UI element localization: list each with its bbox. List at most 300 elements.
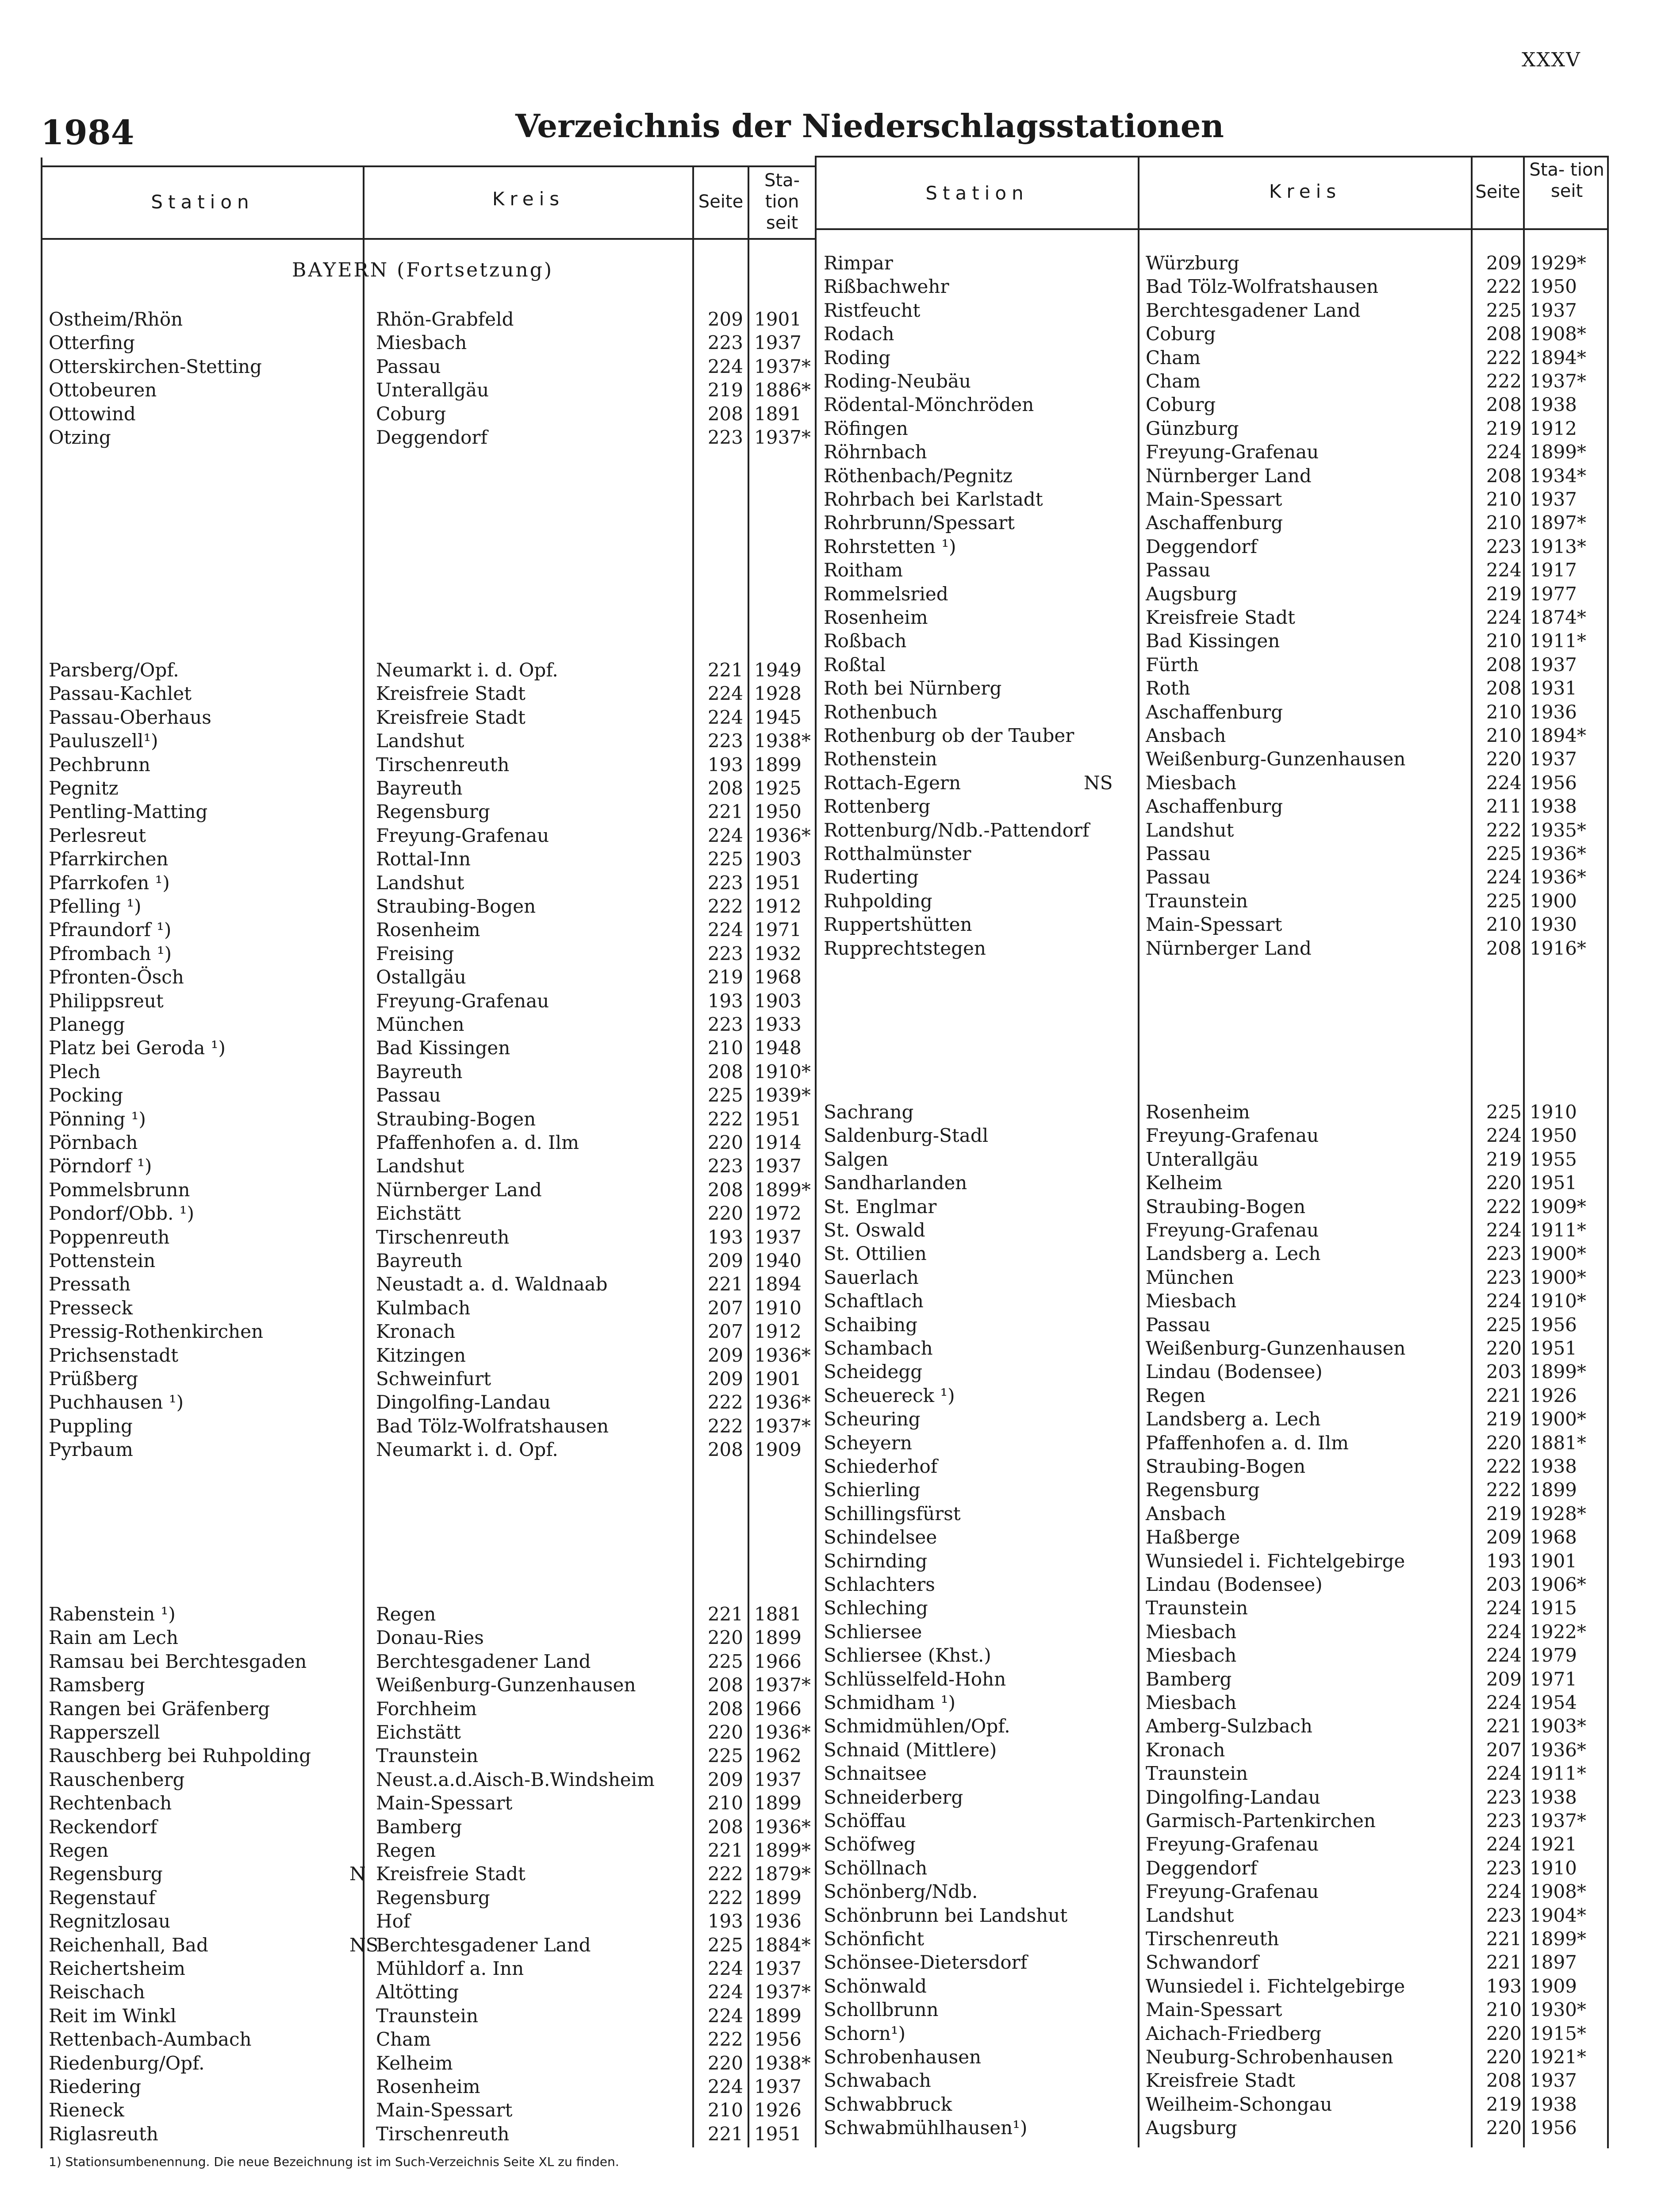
station-seit-value: 1909 bbox=[754, 1439, 802, 1461]
table-row bbox=[0, 1880, 1665, 1904]
station-seit-value: 1899* bbox=[754, 1839, 811, 1861]
kreis-name: Bamberg bbox=[376, 1816, 462, 1838]
station-name: Rohrbach bei Karlstadt bbox=[824, 488, 1043, 510]
station-seit-value: 1894* bbox=[1530, 346, 1586, 369]
station-seit-value: 1899 bbox=[754, 1792, 802, 1814]
station-seit-value: 1951 bbox=[754, 1108, 802, 1130]
table-row bbox=[0, 1384, 1665, 1408]
seite-value: 193 bbox=[707, 990, 743, 1012]
table-row bbox=[0, 1951, 1665, 1974]
kreis-name: Landsberg a. Lech bbox=[1146, 1408, 1321, 1430]
seite-value: 224 bbox=[707, 2005, 743, 2027]
seite-value: 219 bbox=[1486, 583, 1522, 605]
seite-value: 208 bbox=[1486, 465, 1522, 487]
seite-value: 224 bbox=[1486, 607, 1522, 628]
kreis-name: Aschaffenburg bbox=[1146, 701, 1283, 723]
station-name: Pocking bbox=[49, 1084, 123, 1106]
table-row bbox=[0, 676, 1665, 700]
station-name: Saldenburg-Stadl bbox=[824, 1125, 989, 1147]
table-row bbox=[0, 251, 1665, 275]
station-seit-value: 1901 bbox=[754, 1368, 802, 1390]
station-seit-value: 1884* bbox=[754, 1934, 811, 1956]
station-name: St. Englmar bbox=[824, 1195, 937, 1217]
station-name: Rieneck bbox=[49, 2099, 124, 2121]
seite-value: 225 bbox=[1486, 1101, 1522, 1123]
kreis-name: Freyung-Grafenau bbox=[1146, 1833, 1319, 1855]
station-seit-value: 1903* bbox=[1530, 1715, 1586, 1737]
station-name: Pfrombach ¹) bbox=[49, 942, 172, 964]
kreis-name: Deggendorf bbox=[376, 426, 487, 448]
table-row bbox=[0, 1904, 1665, 1928]
station-name: Pörnbach bbox=[49, 1132, 138, 1153]
station-seit-value: 1926 bbox=[754, 2099, 802, 2121]
kreis-name: Main-Spessart bbox=[1146, 914, 1282, 936]
station-name: Pauluszell¹) bbox=[49, 730, 158, 752]
table-row bbox=[0, 322, 1665, 346]
station-name: Pommelsbrunn bbox=[49, 1179, 190, 1201]
station-name: Roßtal bbox=[824, 653, 886, 676]
station-seit-value: 1914 bbox=[754, 1132, 802, 1153]
station-seit-value: 1900* bbox=[1530, 1266, 1586, 1288]
station-seit-value: 1913* bbox=[1530, 535, 1586, 557]
kreis-name: Amberg-Sulzbach bbox=[1146, 1715, 1312, 1737]
kreis-name: Ansbach bbox=[1146, 1502, 1226, 1525]
seite-value: 219 bbox=[1486, 1148, 1522, 1170]
station-seit-value: 1936 bbox=[1530, 701, 1577, 723]
kreis-name: Kreisfreie Stadt bbox=[376, 706, 526, 728]
seite-value: 209 bbox=[1486, 1526, 1522, 1548]
station-name: Schillingsfürst bbox=[824, 1502, 961, 1525]
table-row bbox=[0, 417, 1665, 441]
station-seit-value: 1917 bbox=[1530, 559, 1577, 581]
table-row bbox=[0, 1620, 1665, 1644]
station-seit-value: 1937 bbox=[754, 1155, 802, 1177]
station-seit-value: 1900* bbox=[1530, 1408, 1586, 1430]
table-row bbox=[0, 1313, 1665, 1337]
kreis-name: Pfaffenhofen a. d. Ilm bbox=[1146, 1432, 1349, 1454]
left-header-kreis: Kreis bbox=[492, 188, 565, 210]
right-header-kreis: Kreis bbox=[1269, 180, 1342, 202]
kreis-name: Miesbach bbox=[1146, 1621, 1237, 1643]
kreis-name: Aichach-Friedberg bbox=[1146, 2022, 1322, 2044]
table-row bbox=[0, 1691, 1665, 1715]
station-seit-value: 1930* bbox=[1530, 1999, 1586, 2021]
table-row bbox=[0, 2022, 1665, 2046]
seite-value: 224 bbox=[1486, 441, 1522, 463]
station-seit-value: 1899 bbox=[754, 1886, 802, 1909]
station-name: Sachrang bbox=[824, 1101, 914, 1123]
kreis-name: Donau-Ries bbox=[376, 1627, 484, 1649]
station-seit-value: 1881 bbox=[754, 1603, 802, 1625]
seite-value: 208 bbox=[707, 1697, 743, 1720]
kreis-name: Dingolfing-Landau bbox=[376, 1391, 551, 1413]
table-row bbox=[0, 889, 1665, 913]
station-seit-value: 1928 bbox=[754, 683, 802, 705]
kreis-name: Cham bbox=[1146, 370, 1201, 392]
seite-value: 222 bbox=[707, 1886, 743, 1909]
seite-value: 221 bbox=[707, 801, 743, 823]
station-seit-value: 1955 bbox=[1530, 1148, 1577, 1170]
kreis-name: Aschaffenburg bbox=[1146, 795, 1283, 818]
left-header-top-border bbox=[41, 165, 815, 167]
table-row bbox=[0, 1124, 1665, 1148]
seite-value: 221 bbox=[707, 1603, 743, 1625]
seite-value: 208 bbox=[707, 1060, 743, 1083]
kreis-name: Coburg bbox=[376, 403, 446, 425]
seite-value: 208 bbox=[1486, 937, 1522, 959]
seite-value: 223 bbox=[1486, 1810, 1522, 1832]
kreis-name: Passau bbox=[1146, 866, 1211, 888]
table-row bbox=[0, 2069, 1665, 2093]
station-seit-value: 1951 bbox=[754, 2123, 802, 2145]
table-row bbox=[0, 558, 1665, 582]
station-seit-value: 1954 bbox=[1530, 1692, 1577, 1713]
seite-value: 222 bbox=[1486, 370, 1522, 392]
seite-value: 221 bbox=[707, 1839, 743, 1861]
seite-value: 224 bbox=[1486, 772, 1522, 794]
station-name: Schöffau bbox=[824, 1810, 906, 1832]
seite-value: 224 bbox=[707, 919, 743, 941]
table-row bbox=[0, 629, 1665, 653]
seite-value: 210 bbox=[1486, 914, 1522, 936]
seite-value: 219 bbox=[707, 966, 743, 988]
table-row bbox=[0, 1431, 1665, 1455]
station-name: Röhrnbach bbox=[824, 441, 927, 463]
station-name: Schönbrunn bei Landshut bbox=[824, 1904, 1068, 1926]
station-name: Salgen bbox=[824, 1148, 889, 1170]
station-name: Pörndorf ¹) bbox=[49, 1155, 152, 1177]
seite-value: 210 bbox=[1486, 701, 1522, 723]
left-header-seite: Seite bbox=[698, 192, 744, 212]
kreis-name: Kitzingen bbox=[376, 1344, 466, 1366]
station-name: Otterfing bbox=[49, 332, 135, 354]
seite-value: 225 bbox=[707, 1084, 743, 1106]
station-seit-value: 1900 bbox=[1530, 890, 1577, 912]
kreis-name: Deggendorf bbox=[1146, 1857, 1257, 1879]
seite-value: 225 bbox=[707, 1745, 743, 1767]
table-row bbox=[0, 1266, 1665, 1290]
table-row bbox=[0, 1856, 1665, 1880]
station-seit-value: 1936* bbox=[754, 1344, 811, 1366]
station-seit-value: 1938 bbox=[1530, 1786, 1577, 1808]
kreis-name: Rosenheim bbox=[1146, 1101, 1250, 1123]
seite-value: 208 bbox=[707, 1674, 743, 1696]
seite-value: 220 bbox=[1486, 1172, 1522, 1194]
table-row bbox=[0, 2093, 1665, 2116]
seite-value: 222 bbox=[1486, 819, 1522, 841]
station-seit-value: 1949 bbox=[754, 659, 802, 681]
station-seit-value: 1966 bbox=[754, 1697, 802, 1720]
kreis-name: Passau bbox=[1146, 559, 1211, 581]
seite-value: 193 bbox=[707, 1226, 743, 1248]
page-number: XXXV bbox=[1522, 49, 1581, 71]
table-row bbox=[0, 535, 1665, 559]
seite-value: 222 bbox=[1486, 1479, 1522, 1501]
station-mark: NS bbox=[1084, 772, 1113, 794]
table-row bbox=[0, 795, 1665, 818]
kreis-name: Neumarkt i. d. Opf. bbox=[376, 1439, 558, 1461]
table-row bbox=[0, 606, 1665, 630]
station-name: Schmidham ¹) bbox=[824, 1692, 955, 1713]
station-seit-value: 1936* bbox=[1530, 1739, 1586, 1761]
station-name: Sauerlach bbox=[824, 1266, 919, 1288]
table-row bbox=[0, 511, 1665, 535]
kreis-name: Eichstätt bbox=[376, 1202, 461, 1225]
seite-value: 193 bbox=[1486, 1550, 1522, 1572]
station-seit-value: 1950 bbox=[754, 801, 802, 823]
station-seit-value: 1937 bbox=[1530, 653, 1577, 676]
kreis-name: Berchtesgadener Land bbox=[1146, 299, 1361, 321]
station-seit-value: 1937 bbox=[754, 1958, 802, 1979]
station-name: Rommelsried bbox=[824, 583, 948, 605]
station-name: Schliersee bbox=[824, 1621, 922, 1643]
table-row bbox=[0, 1036, 1665, 1060]
station-name: Rohrstetten ¹) bbox=[824, 535, 956, 557]
kreis-name: Cham bbox=[376, 2028, 431, 2051]
station-name: Planegg bbox=[49, 1014, 125, 1035]
kreis-name: Main-Spessart bbox=[1146, 488, 1282, 510]
table-row bbox=[0, 700, 1665, 724]
table-row bbox=[0, 1195, 1665, 1219]
table-row bbox=[0, 440, 1665, 464]
seite-value: 222 bbox=[707, 895, 743, 917]
seite-value: 225 bbox=[707, 1934, 743, 1956]
kreis-name: Bayreuth bbox=[376, 1250, 463, 1271]
seite-value: 223 bbox=[707, 1014, 743, 1035]
station-name: Passau-Oberhaus bbox=[49, 706, 211, 728]
station-seit-value: 1903 bbox=[754, 990, 802, 1012]
station-name: Roßbach bbox=[824, 630, 907, 652]
seite-value: 224 bbox=[1486, 559, 1522, 581]
kreis-name: Lindau (Bodensee) bbox=[1146, 1361, 1323, 1383]
station-seit-value: 1891 bbox=[754, 403, 802, 425]
seite-value: 223 bbox=[1486, 1786, 1522, 1808]
station-name: Schambach bbox=[824, 1337, 933, 1359]
seite-value: 222 bbox=[1486, 276, 1522, 298]
station-name: Regnitzlosau bbox=[49, 1910, 171, 1932]
seite-value: 209 bbox=[1486, 252, 1522, 274]
seite-value: 221 bbox=[1486, 1384, 1522, 1406]
station-seit-value: 1937 bbox=[754, 332, 802, 354]
kreis-name: Freyung-Grafenau bbox=[376, 990, 549, 1012]
station-name: St. Oswald bbox=[824, 1219, 925, 1241]
table-row bbox=[0, 1832, 1665, 1856]
seite-value: 224 bbox=[1486, 1125, 1522, 1147]
station-name: Pressath bbox=[49, 1273, 131, 1295]
kreis-name: Neuburg-Schrobenhausen bbox=[1146, 2046, 1393, 2068]
station-seit-value: 1906* bbox=[1530, 1574, 1586, 1595]
seite-value: 224 bbox=[707, 683, 743, 705]
seite-value: 208 bbox=[1486, 677, 1522, 699]
kreis-name: Nürnberger Land bbox=[1146, 937, 1312, 959]
station-name: Rapperszell bbox=[49, 1721, 160, 1743]
table-row bbox=[0, 724, 1665, 748]
seite-value: 221 bbox=[1486, 1715, 1522, 1737]
station-seit-value: 1901 bbox=[754, 308, 802, 330]
seite-value: 220 bbox=[707, 2052, 743, 2074]
station-seit-value: 1897* bbox=[1530, 512, 1586, 534]
seite-value: 223 bbox=[707, 332, 743, 354]
station-seit-value: 1904* bbox=[1530, 1904, 1586, 1926]
kreis-name: Kronach bbox=[1146, 1739, 1225, 1761]
kreis-name: Freyung-Grafenau bbox=[1146, 1125, 1319, 1147]
station-name: Pfarrkirchen bbox=[49, 848, 169, 870]
table-row bbox=[0, 393, 1665, 417]
kreis-name: Passau bbox=[376, 355, 441, 377]
station-name: Regensburg bbox=[49, 1863, 163, 1885]
station-name: Reit im Winkl bbox=[49, 2005, 176, 2027]
kreis-name: Regen bbox=[376, 1839, 436, 1861]
station-seit-value: 1925 bbox=[754, 777, 802, 799]
table-row bbox=[0, 1667, 1665, 1691]
station-seit-value: 1912 bbox=[1530, 417, 1577, 439]
table-row bbox=[0, 1927, 1665, 1951]
seite-value: 221 bbox=[1486, 1928, 1522, 1950]
seite-value: 207 bbox=[707, 1297, 743, 1319]
station-name: Puchhausen ¹) bbox=[49, 1391, 184, 1413]
station-seit-value: 1972 bbox=[754, 1202, 802, 1225]
left-header-station-seit: Sta- tion seit bbox=[764, 170, 800, 233]
kreis-name: Landshut bbox=[1146, 1904, 1234, 1926]
kreis-name: Haßberge bbox=[1146, 1526, 1240, 1548]
kreis-name: Nürnberger Land bbox=[376, 1179, 542, 1201]
station-name: St. Ottilien bbox=[824, 1243, 927, 1265]
kreis-name: Landshut bbox=[376, 1155, 464, 1177]
seite-value: 225 bbox=[707, 848, 743, 870]
table-row bbox=[0, 653, 1665, 677]
station-seit-value: 1971 bbox=[754, 919, 802, 941]
table-row bbox=[0, 1148, 1665, 1171]
station-seit-value: 1899* bbox=[754, 1179, 811, 1201]
station-name: Ostheim/Rhön bbox=[49, 308, 183, 330]
seite-value: 193 bbox=[707, 753, 743, 776]
station-seit-value: 1912 bbox=[754, 895, 802, 917]
station-name: Roth bei Nürnberg bbox=[824, 677, 1002, 699]
table-row bbox=[0, 464, 1665, 488]
station-name: Roding-Neubäu bbox=[824, 370, 971, 392]
station-name: Schleching bbox=[824, 1597, 928, 1619]
table-row bbox=[0, 913, 1665, 937]
station-name: Riedenburg/Opf. bbox=[49, 2052, 205, 2074]
seite-value: 225 bbox=[707, 1650, 743, 1672]
kreis-name: Rhön-Grabfeld bbox=[376, 308, 514, 330]
station-seit-value: 1911* bbox=[1530, 1763, 1586, 1785]
station-seit-value: 1921 bbox=[1530, 1833, 1577, 1855]
kreis-name: Altötting bbox=[376, 1981, 459, 2003]
seite-value: 223 bbox=[707, 872, 743, 894]
station-name: Ramsberg bbox=[49, 1674, 145, 1696]
right-header-station: Station bbox=[925, 182, 1029, 204]
section-label: BAYERN (Fortsetzung) bbox=[292, 259, 554, 281]
station-seit-value: 1938 bbox=[1530, 1455, 1577, 1477]
seite-value: 222 bbox=[1486, 1455, 1522, 1477]
table-row bbox=[0, 488, 1665, 511]
kreis-name: Freyung-Grafenau bbox=[1146, 1219, 1319, 1241]
station-name: Ristfeucht bbox=[824, 299, 921, 321]
kreis-name: Miesbach bbox=[1146, 772, 1237, 794]
station-seit-value: 1938 bbox=[1530, 2093, 1577, 2115]
station-name: Ramsau bei Berchtesgaden bbox=[49, 1650, 307, 1672]
kreis-name: Passau bbox=[376, 1084, 441, 1106]
seite-value: 225 bbox=[1486, 299, 1522, 321]
station-name: Rißbachwehr bbox=[824, 276, 949, 298]
station-seit-value: 1937 bbox=[1530, 748, 1577, 770]
station-seit-value: 1937* bbox=[1530, 1810, 1586, 1832]
station-seit-value: 1937* bbox=[754, 1674, 811, 1696]
table-row bbox=[0, 1738, 1665, 1762]
kreis-name: Ansbach bbox=[1146, 725, 1226, 746]
seite-value: 210 bbox=[707, 1792, 743, 1814]
station-seit-value: 1971 bbox=[1530, 1668, 1577, 1690]
station-name: Schönficht bbox=[824, 1928, 925, 1950]
station-seit-value: 1901 bbox=[1530, 1550, 1577, 1572]
station-seit-value: 1915 bbox=[1530, 1597, 1577, 1619]
table-row bbox=[0, 842, 1665, 866]
seite-value: 210 bbox=[707, 1037, 743, 1059]
kreis-name: Freyung-Grafenau bbox=[1146, 441, 1319, 463]
seite-value: 225 bbox=[1486, 843, 1522, 864]
station-seit-value: 1931 bbox=[1530, 677, 1577, 699]
seite-value: 222 bbox=[707, 1391, 743, 1413]
station-seit-value: 1966 bbox=[754, 1650, 802, 1672]
table-row bbox=[0, 1360, 1665, 1384]
station-seit-value: 1930 bbox=[1530, 914, 1577, 936]
kreis-name: Berchtesgadener Land bbox=[376, 1650, 591, 1672]
station-name: Schöllnach bbox=[824, 1857, 928, 1879]
kreis-name: Eichstätt bbox=[376, 1721, 461, 1743]
kreis-name: Traunstein bbox=[1146, 1763, 1248, 1785]
kreis-name: Aschaffenburg bbox=[1146, 512, 1283, 534]
kreis-name: Rosenheim bbox=[376, 2076, 480, 2097]
seite-value: 209 bbox=[707, 1344, 743, 1366]
station-name: Rauschenberg bbox=[49, 1768, 185, 1790]
kreis-name: Regen bbox=[376, 1603, 436, 1625]
station-name: Plech bbox=[49, 1060, 101, 1083]
kreis-name: Kelheim bbox=[376, 2052, 453, 2074]
kreis-name: Bad Tölz-Wolfratshausen bbox=[1146, 276, 1379, 298]
station-name: Schaibing bbox=[824, 1313, 918, 1336]
kreis-name: Schwandorf bbox=[1146, 1951, 1259, 1974]
kreis-name: Neustadt a. d. Waldnaab bbox=[376, 1273, 608, 1295]
station-name: Schindelsee bbox=[824, 1526, 937, 1548]
kreis-name: Berchtesgadener Land bbox=[376, 1934, 591, 1956]
kreis-name: Traunstein bbox=[1146, 890, 1248, 912]
station-name: Ottowind bbox=[49, 403, 136, 425]
station-name: Schollbrunn bbox=[824, 1999, 939, 2021]
kreis-name: Cham bbox=[1146, 346, 1201, 369]
kreis-name: Dingolfing-Landau bbox=[1146, 1786, 1320, 1808]
year-heading: 1984 bbox=[41, 113, 134, 152]
station-seit-value: 1938* bbox=[754, 2052, 811, 2074]
seite-value: 222 bbox=[707, 1863, 743, 1885]
seite-value: 209 bbox=[707, 1250, 743, 1271]
station-name: Rangen bei Gräfenberg bbox=[49, 1697, 270, 1720]
kreis-name: Traunstein bbox=[376, 1745, 478, 1767]
kreis-name: Traunstein bbox=[1146, 1597, 1248, 1619]
station-name: Ruderting bbox=[824, 866, 919, 888]
kreis-name: Passau bbox=[1146, 1313, 1211, 1336]
seite-value: 208 bbox=[1486, 2070, 1522, 2092]
station-seit-value: 1899* bbox=[1530, 1361, 1586, 1383]
station-seit-value: 1912 bbox=[754, 1321, 802, 1343]
kreis-name: Bayreuth bbox=[376, 777, 463, 799]
kreis-name: Augsburg bbox=[1146, 583, 1237, 605]
station-name: Röthenbach/Pegnitz bbox=[824, 465, 1013, 487]
station-seit-value: 1936* bbox=[754, 824, 811, 846]
station-seit-value: 1936* bbox=[754, 1721, 811, 1743]
station-seit-value: 1881* bbox=[1530, 1432, 1586, 1454]
station-seit-value: 1950 bbox=[1530, 1125, 1577, 1147]
